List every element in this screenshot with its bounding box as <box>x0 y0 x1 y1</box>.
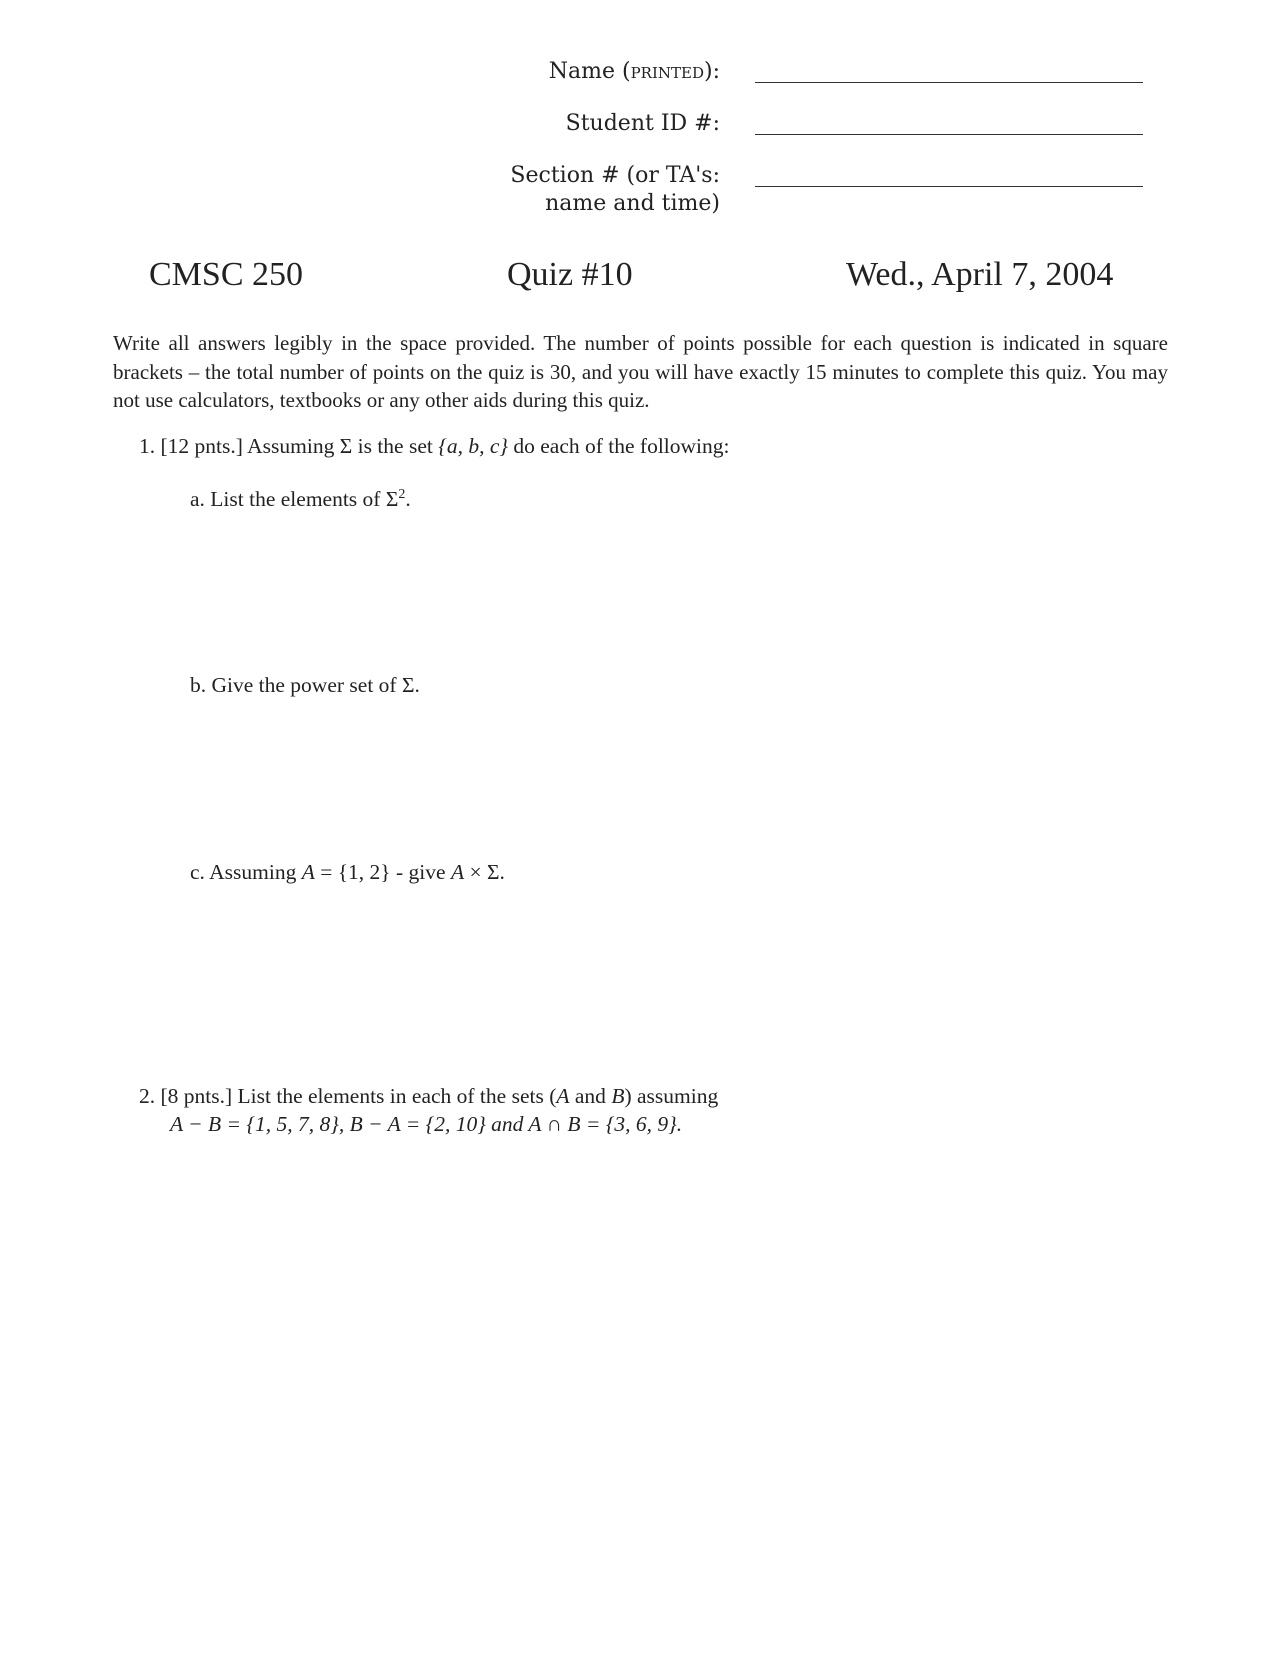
question-2-number: 2. <box>139 1084 156 1108</box>
question-2: 2. [8 pnts.] List the elements in each of the sets (A and B) assuming <box>139 1084 719 1108</box>
section-label <box>510 162 720 218</box>
quiz-date: Wed., April 7, 2004 <box>846 256 1114 293</box>
question-1-points: [12 pnts.] <box>160 434 243 458</box>
question-1: 1. [12 pnts.] Assuming Σ is the set {a, b, c} do each of the following: <box>139 434 730 458</box>
section-answer-line[interactable] <box>755 186 1143 187</box>
name-field-label: Name (printed): <box>548 59 720 84</box>
student-id-answer-line[interactable] <box>755 134 1143 135</box>
section-label-line2: name and time) <box>545 191 720 216</box>
question-1-number: 1. <box>139 434 156 458</box>
question-1c: c. Assuming A = {1, 2} - give A × Σ. <box>190 860 505 884</box>
quiz-title: Quiz #10 <box>507 256 633 293</box>
student-id-label: Student ID #: <box>565 111 720 136</box>
question-2-points: [8 pnts.] <box>160 1084 233 1108</box>
name-answer-line[interactable] <box>755 82 1143 83</box>
instructions-paragraph: Write all answers legibly in the space provided. The number of points possible for each question is indicated in square brackets – the total number of points on the quiz is 30, and you will have exactly 15 minutes to complete this quiz. You may not use calculators, textbooks or any other aids during this quiz. <box>113 331 1168 412</box>
question-1b: b. Give the power set of Σ. <box>190 673 420 697</box>
section-label-line1: Section # (or TA's: <box>510 163 720 188</box>
set-abc: {a, b, c} <box>438 434 508 458</box>
question-2-sets: A − B = {1, 5, 7, 8}, B − A = {2, 10} and A ∩ B = {3, 6, 9}. <box>170 1112 683 1136</box>
course-title: CMSC 250 <box>149 256 303 293</box>
question-1a: a. List the elements of $\Sigma^2$. <box>190 486 411 511</box>
